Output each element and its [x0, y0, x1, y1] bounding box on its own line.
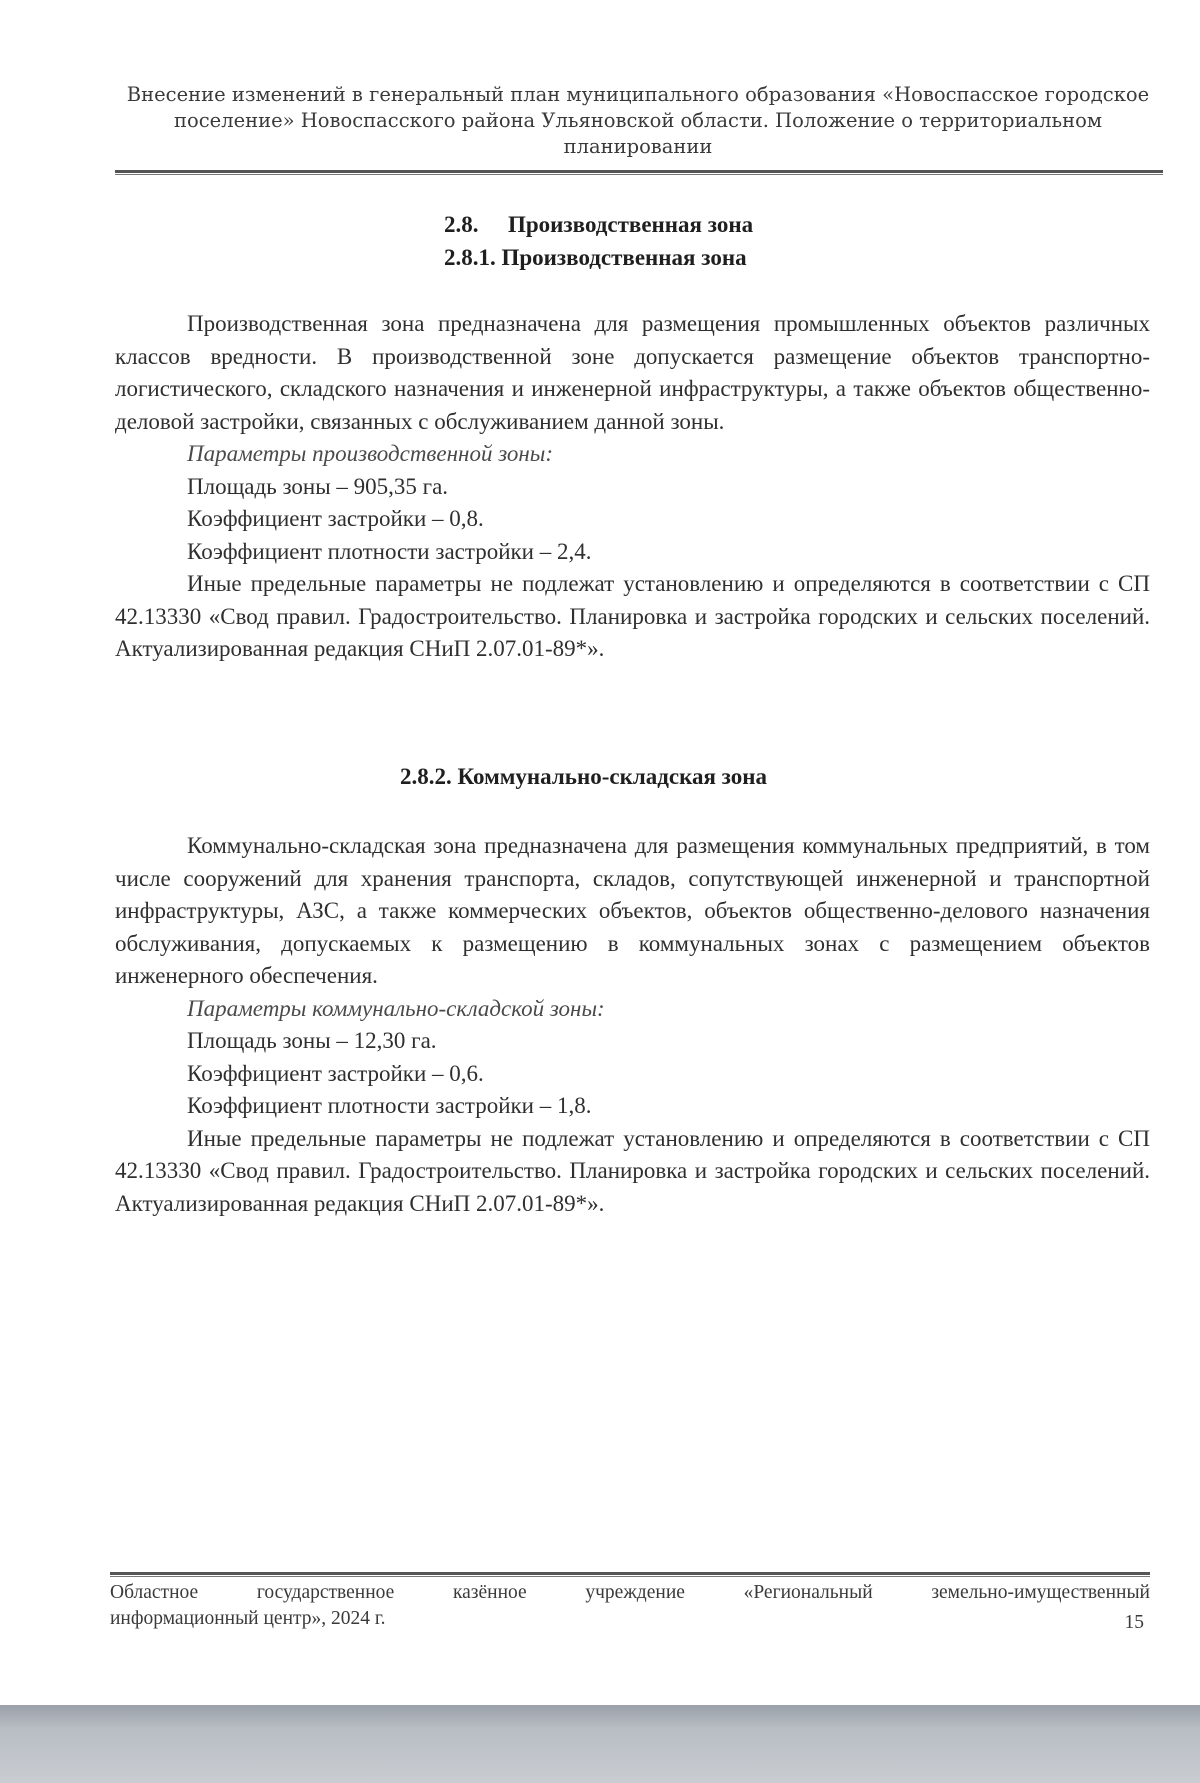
paragraph-intro: Коммунально-складская зона предназначена для размещения коммунальных предприятий, в том числе сооружений для хранения транспорта, складов, сопутствующей инженерной и транспортной инфраструктуры, АЗС, а также коммерческих объектов, объектов общественно-делового назначения обслуживания, допускаемых к размещению в коммунальных зонах с размещением объектов инженерного обеспечения.: [115, 833, 1150, 988]
section-heading-2-8-1: 2.8.1. Производственная зона: [444, 245, 747, 270]
param-density-ratio: Коэффициент плотности застройки – 1,8.: [187, 1093, 592, 1118]
paragraph-intro: Производственная зона предназначена для размещения промышленных объектов различных классов вредности. В производственной зоне допускается размещение объектов транспортно-логистического, складского назначения и инженерной инфраструктуры, а также объектов общественно-деловой застройки, связанных с обслуживанием данной зоны.: [115, 311, 1150, 434]
page-footer: [110, 1580, 1150, 1632]
section-2-8-1-body: [115, 308, 1150, 666]
params-title: Параметры производственной зоны:: [187, 441, 554, 466]
section-title: Производственная зона: [508, 212, 754, 237]
param-build-ratio: Коэффициент застройки – 0,6.: [187, 1060, 484, 1086]
paragraph-other-params: Иные предельные параметры не подлежат установлению и определяются в соответствии с СП 42.13330 «Свод правил. Градостроительство. Планировка и застройка городских и сельских поселений. Актуализированная редакция СНиП 2.07.01-89*».: [115, 1125, 1150, 1216]
scan-edge-band: [0, 1705, 1200, 1783]
param-build-ratio: Коэффициент застройки – 0,8.: [187, 506, 484, 531]
paragraph-other-params: Иные предельные параметры не подлежат установлению и определяются в соответствии с СП 42.13330 «Свод правил. Градостроительство. Планировка и застройка городских и сельских поселений. Актуализированная редакция СНиП 2.07.01-89*».: [115, 571, 1150, 661]
footer-rule: [110, 1572, 1150, 1577]
param-area: Площадь зоны – 12,30 га.: [187, 1028, 437, 1053]
running-header: Внесение изменений в генеральный план муниципального образования «Новоспасское городское поселение» Новоспасского района Ульяновской области. Положение о территориальном планировании: [126, 83, 1150, 158]
params-title: Параметры коммунально-складской зоны:: [187, 995, 605, 1021]
param-area: Площадь зоны – 905,35 га.: [187, 473, 449, 499]
page-number: 15: [1124, 1612, 1144, 1633]
param-density-ratio: Коэффициент плотности застройки – 2,4.: [187, 538, 592, 564]
footer-organization: Областное государственное казённое учреждение «Региональный земельно-имущественный: [110, 1582, 1150, 1603]
footer-organization-cont: [110, 1606, 1150, 1632]
section-2-8-2-body: [115, 830, 1150, 1220]
header-rule: [115, 170, 1163, 175]
section-heading-2-8-2: 2.8.2. Коммунально-складская зона: [400, 764, 768, 789]
section-number: 2.8.: [444, 212, 479, 237]
footer-organization-year: информационный центр», 2024 г.: [110, 1608, 386, 1629]
section-heading-2-8: [444, 212, 753, 238]
